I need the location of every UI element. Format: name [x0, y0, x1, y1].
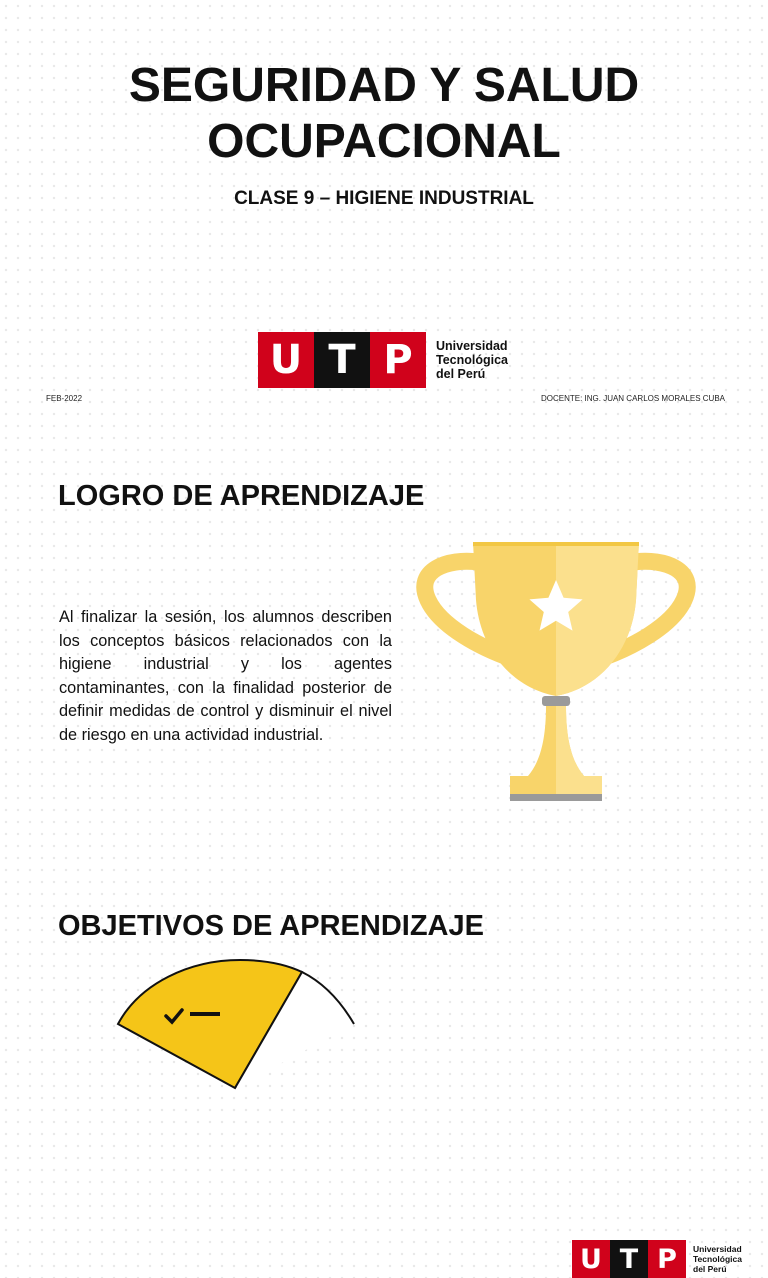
objectives-pie-graphic — [110, 958, 360, 1024]
utp-letter-p: P — [648, 1240, 686, 1278]
teacher-label: DOCENTE: ING. JUAN CARLOS MORALES CUBA — [540, 394, 725, 403]
utp-name-line1: Universidad — [436, 339, 508, 353]
utp-logo-small — [572, 1240, 742, 1278]
learning-goal-text: Al finalizar la sesión, los alumnos describen los conceptos básicos relacionados con la higiene industrial y los agentes contaminantes, con la finalidad posterior de definir medidas de control y disminuir el nivel de riesgo en una actividad industrial. — [59, 608, 392, 744]
utp-logo — [258, 332, 508, 388]
utp-name-line1: Universidad — [693, 1244, 742, 1254]
learning-objectives-title: OBJETIVOS DE APRENDIZAJE — [58, 910, 484, 942]
course-title-line2: OCUPACIONAL — [207, 115, 561, 168]
utp-name-line2: Tecnológica — [436, 353, 509, 367]
utp-name — [436, 339, 508, 381]
utp-letter-u: U — [572, 1240, 610, 1278]
utp-name — [693, 1244, 742, 1274]
utp-name-line2: Tecnológica — [693, 1254, 742, 1264]
learning-goal-title: LOGRO DE APRENDIZAJE — [58, 480, 425, 512]
course-title — [0, 58, 768, 170]
trophy-icon — [418, 540, 694, 804]
utp-letter-t: T — [610, 1240, 648, 1278]
utp-name-line3: del Perú — [693, 1264, 727, 1274]
utp-letter-p: P — [370, 332, 426, 388]
utp-letter-t: T — [314, 332, 370, 388]
class-subtitle: CLASE 9 – HIGIENE INDUSTRIAL — [234, 188, 534, 209]
course-title-line1: SEGURIDAD Y SALUD — [128, 59, 640, 112]
date-label: FEB-2022 — [46, 394, 83, 403]
dash-mark — [190, 1012, 220, 1016]
utp-letter-u: U — [258, 332, 314, 388]
utp-name-line3: del Perú — [436, 367, 486, 381]
title-slide — [0, 0, 768, 428]
